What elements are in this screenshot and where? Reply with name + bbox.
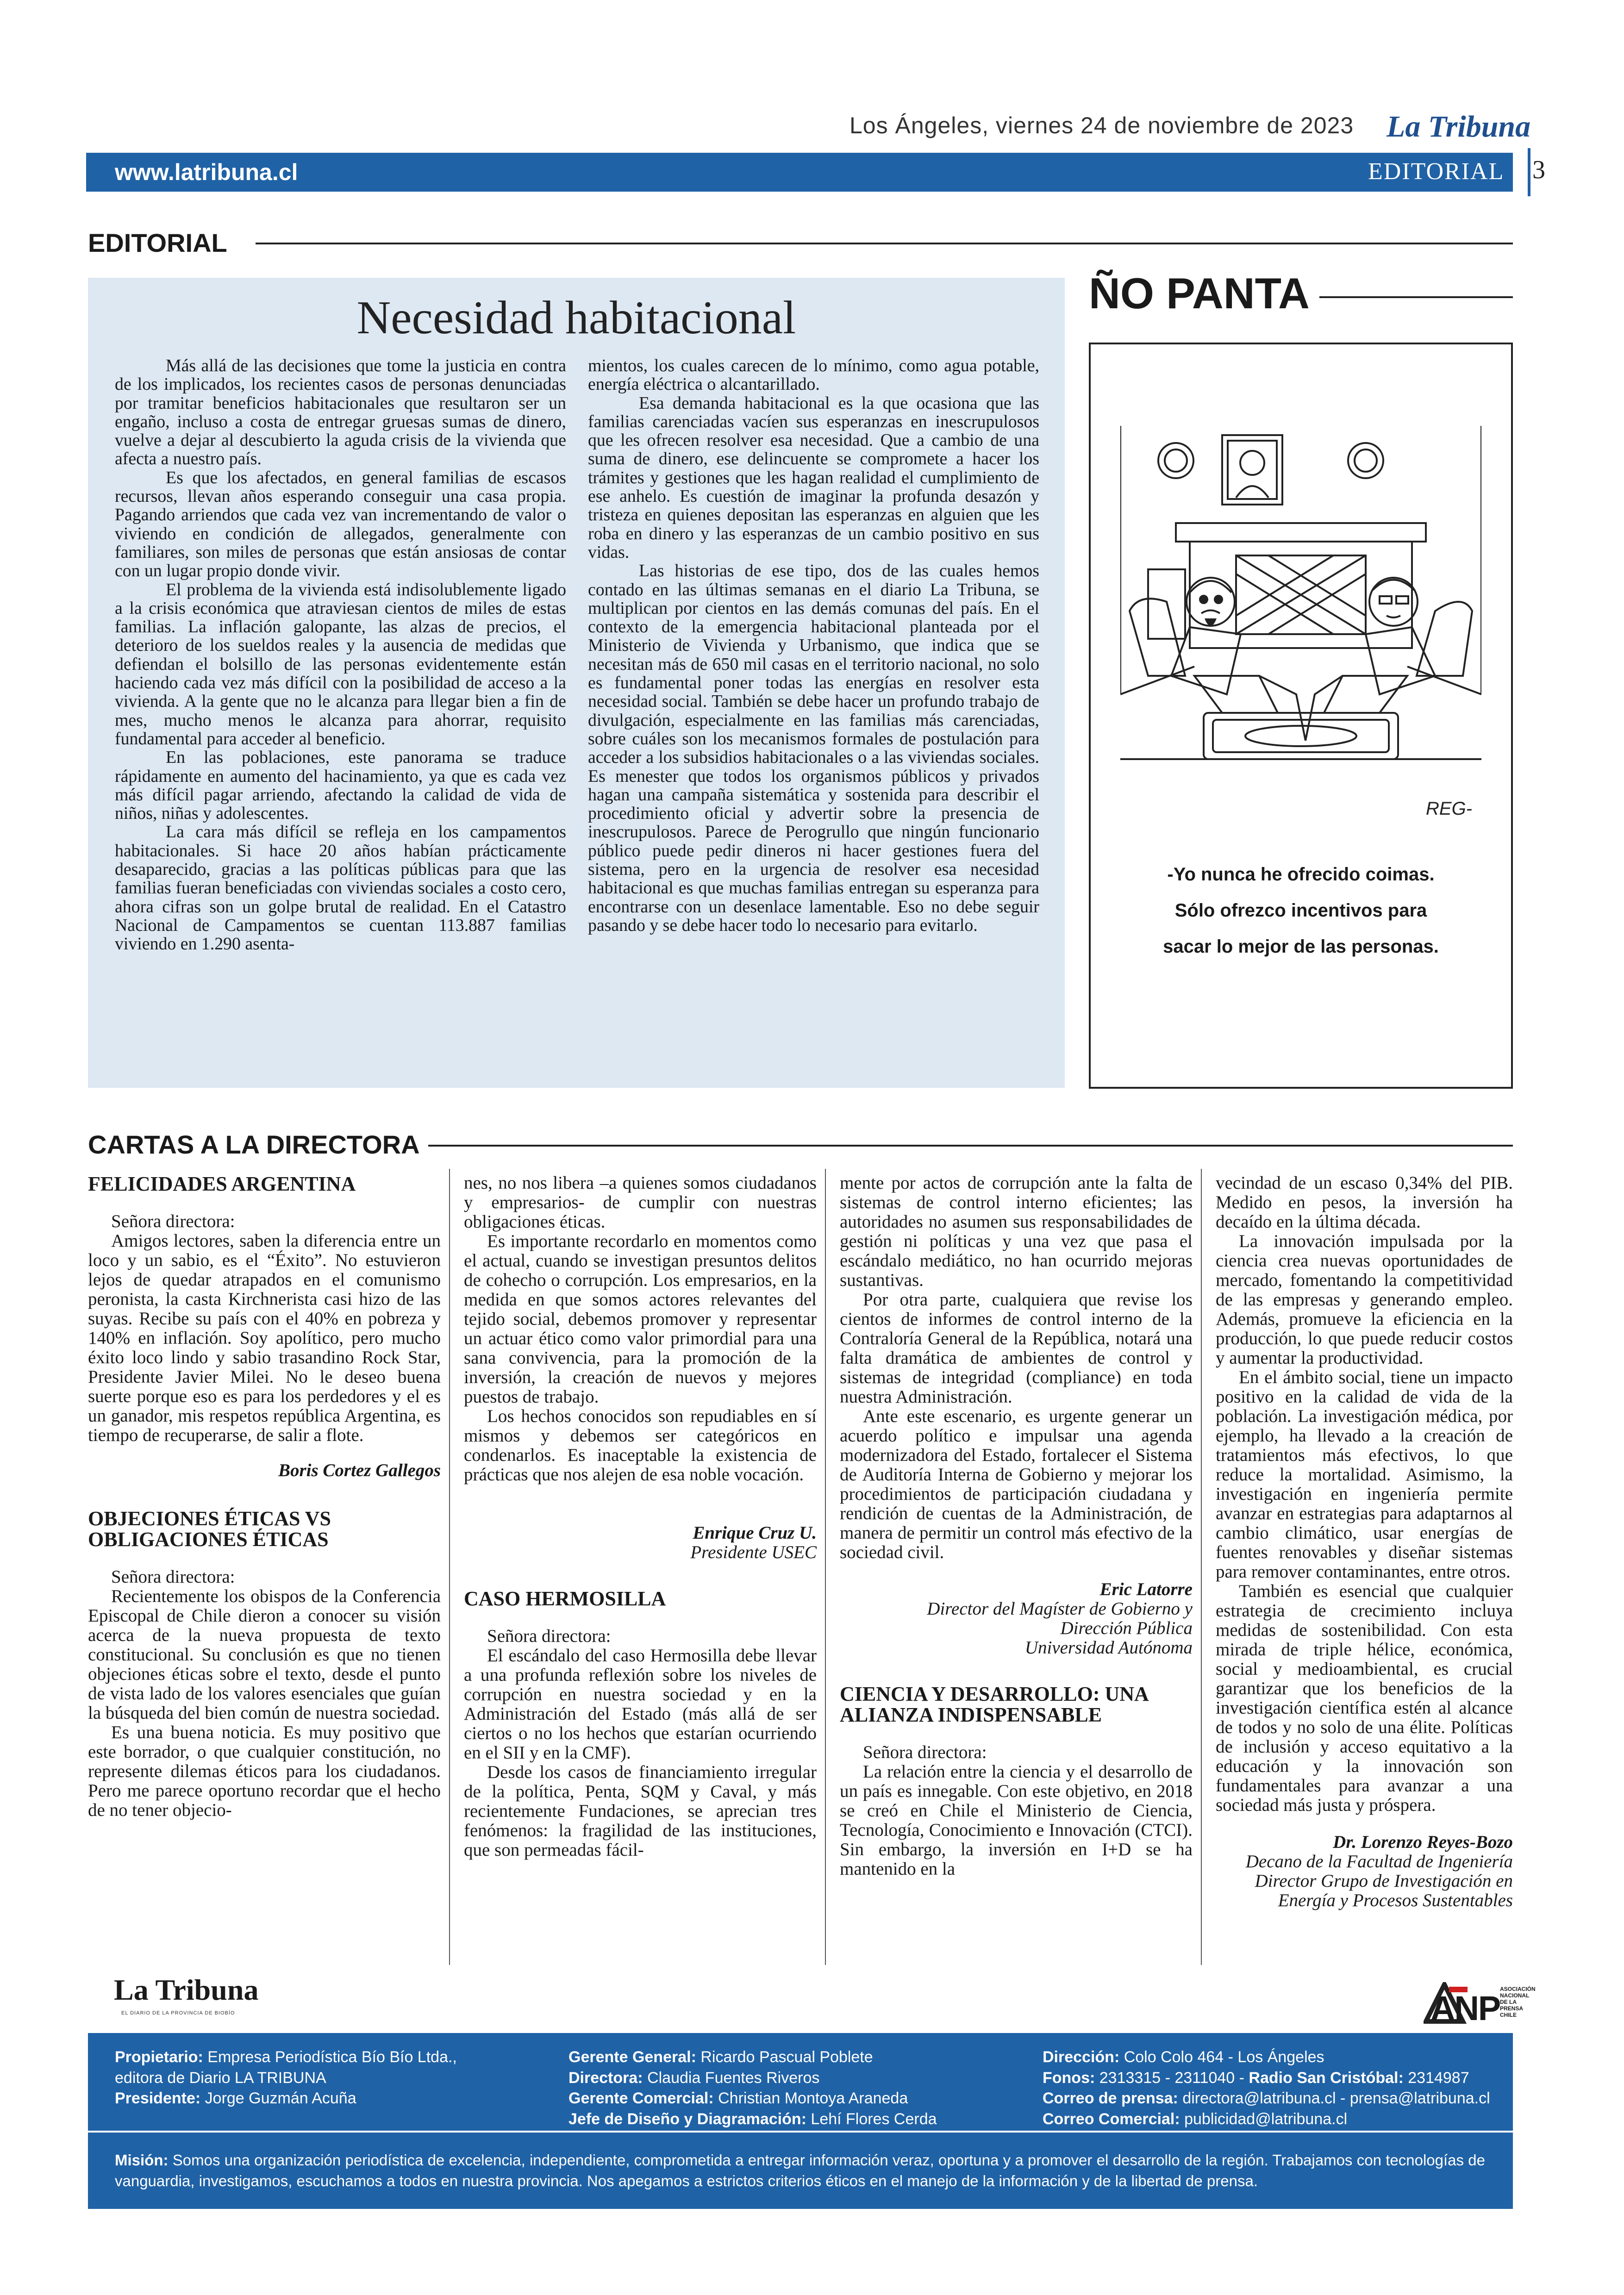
letter-salutation: Señora directora: [111,1211,235,1231]
header-separator [1528,148,1530,196]
editorial-paragraph: Esa demanda habitacional es la que ocasiona que las familias carenciadas vacíen sus esperanzas en inescrupulosos que les ofrecen resolver esa necesidad. Que a cambio de una suma de dinero, ese delincuente se compromete a hacer los trámites y gestiones que les hagan realidad el cumplimiento de ese anhelo. Es cuestión de imaginar la profunda desazón y tristeza en quienes depositan las esperanzas en alguien que les roba en dinero y las esperanzas de un cambio positivo en sus vidas. [588,393,1039,562]
letter-signature-role: Director Grupo de Investigación en [1255,1871,1513,1891]
footer-label: Correo de prensa: [1043,2089,1178,2107]
footer-value: 2314987 [1408,2069,1469,2087]
editorial-paragraph: En las poblaciones, este panorama se traduce rápidamente en aumento del hacinamiento, ya que es cada vez más difícil pagar arriendo, afectando la calidad de vida de niños, niñas y adolescentes. [115,748,566,823]
letter-paragraph: La relación entre la ciencia y el desarrollo de un país es innegable. Con este objetivo, en 2018 se creó en Chile el Ministerio de Ciencia, Tecnología, Conocimiento e Innovación (CTCI). Sin embargo, la inversión en I+D se ha mantenido en la [840,1762,1193,1879]
letter-title: OBJECIONES ÉTICAS VS OBLIGACIONES ÉTICAS [88,1507,331,1551]
footer-mission [115,2150,1485,2191]
footer-label: Fonos: [1043,2069,1095,2087]
editorial-column-2 [588,356,1039,935]
footer-value: Christian Montoya Araneda [718,2089,908,2107]
editorial-paragraph: mientos, los cuales carecen de lo mínimo, como agua potable, energía eléctrica o alcantarillado. [588,356,1039,394]
letter-title: CASO HERMOSILLA [464,1587,666,1610]
cartoon-section-rule [1319,296,1513,298]
footer-label: Jefe de Diseño y Diagramación: [568,2110,806,2128]
footer-credits-col3 [1043,2047,1490,2129]
letters-section-rule [428,1145,1513,1147]
footer-mission-text: Somos una organización periodística de excelencia, independiente, comprometida a entregar información veraz, oportuna y a promover el desarrollo de la región. Trabajamos con tecnologías de vanguardia, investigamos, escuchamos a todos en nuestra provincia. Nos apegamos a estrictos criterios éticos en el manejo de la información y de la libertad de prensa. [115,2152,1486,2189]
editorial-column-1 [115,356,566,954]
letter-title: FELICIDADES ARGENTINA [88,1172,356,1195]
page-number: 3 [1532,156,1545,184]
letters-column-3 [840,1173,1193,1879]
letter-salutation: Señora directora: [487,1626,611,1646]
cartoon-caption-line: sacar lo mejor de las personas. [1163,936,1439,957]
letter-paragraph: Es una buena noticia. Es muy positivo que este borrador, o que cualquier constitución, no represente dilemas éticos para los ciudadanos. Pero me parece oportuno recordar que el hecho de no tener objecio- [88,1722,441,1820]
letter-paragraph: El escándalo del caso Hermosilla debe llevar a una profunda reflexión sobre los niveles de corrupción en nuestra sociedad y en la Administración del Estado (más allá de ser ciertos o no los hechos que estarían ocurriendo en el SII y en la CMF). [464,1646,817,1763]
footer-value: Claudia Fuentes Riveros [647,2069,820,2087]
footer-value: Jorge Guzmán Acuña [205,2089,356,2107]
letter-paragraph: La innovación impulsada por la ciencia crea nuevas oportunidades de mercado, fomentando la competitividad de las empresas y generando empleo. Además, promueve la eficiencia en la producción, lo que puede reducir costos y aumentar la productividad. [1216,1231,1513,1368]
footer-value: Empresa Periodística Bío Bío Ltda., [207,2048,457,2066]
letter-signature: Dr. Lorenzo Reyes-Bozo [1333,1832,1513,1852]
letter-signature: Eric Latorre [1099,1579,1193,1599]
cartoon-illustration [1120,417,1481,842]
letter-signature-role: Dirección Pública [1060,1618,1193,1638]
footer-value: editora de Diario LA TRIBUNA [115,2069,326,2087]
footer-value: Lehí Flores Cerda [811,2110,937,2128]
letter-signature-role: Universidad Autónoma [1024,1638,1193,1658]
footer-value: Colo Colo 464 - Los Ángeles [1124,2048,1324,2066]
header-date: Los Ángeles, viernes 24 de noviembre de 2023 [849,112,1354,138]
letter-paragraph: mente por actos de corrupción ante la falta de sistemas de control interno eficientes; las autoridades no asumen sus responsabilidades de gestión ni políticas y una vez que pasa el escándalo mediático, no han ocurrido mejoras sustantivas. [840,1173,1193,1290]
footer-label: Radio San Cristóbal: [1249,2069,1404,2087]
letter-paragraph: Por otra parte, cualquiera que revise los cientos de informes de control interno de la Contraloría General de la República, notará una falta dramática de ambientes de control y sistemas de integridad (compliance) en toda nuestra Administración. [840,1290,1193,1407]
letter-paragraph: Amigos lectores, saben la diferencia entre un loco y un sabio, es el “Éxito”. No estuvieron lejos de quedar atrapados en el comunismo peronista, la casta Kirchnerista casi hizo de las suyas. Recibe su país con el 40% en pobreza y 140% en inflación. Soy apolítico, pero mucho éxito loco lindo y sabio trasandino Rock Star, Presidente Javier Milei. No le deseo buena suerte porque eso es para los perdedores y el es un ganador, mis respetos república Argentina, es tiempo de recuperarse, de salir a flote. [88,1231,441,1445]
footer-mission-label: Misión: [115,2152,169,2169]
letters-column-2 [464,1173,817,1860]
letter-signature-role: Presidente USEC [690,1542,817,1562]
cartoon-caption-line: Sólo ofrezco incentivos para [1174,900,1427,921]
editorial-paragraph: Más allá de las decisiones que tome la justicia en contra de los implicados, los recientes casos de personas denunciadas por tramitar beneficios habitacionales que resultaron ser un engaño, incluso a costa de entregar gruesas sumas de dinero, vuelve a dejar al descubierto la aguda crisis de la vivienda que afecta a nuestro país. [115,356,566,469]
footer-divider [88,2131,1513,2133]
editorial-paragraph: El problema de la vivienda está indisolublemente ligado a la crisis económica que atraviesan cientos de miles de estas familias. La inflación galopante, las alzas de precios, el deterioro de los sueldos reales y la ausencia de medidas que defiendan el bolsillo de las personas evidentemente están haciendo cada vez más difícil con la posibilidad de acceso a la vivienda. A la gente que no le alcanza para llegar bien a fin de mes, mucho menos le alcanza para ahorrar, requisito fundamental para acceder al beneficio. [115,580,566,748]
anp-logo-text: ANP [1430,1989,1500,2027]
letter-signature-role: Decano de la Facultad de Ingeniería [1245,1852,1513,1871]
letter-paragraph: Es importante recordarlo en momentos como el actual, cuando se investigan presuntos delitos de cohecho o corrupción. Los empresarios, en la medida en que somos actores relevantes del tejido social, debemos promover y representar un actuar ético como valor primordial para una sana convivencia, para la promoción de la inversión, la creación de nuevos y mejores puestos de trabajo. [464,1231,817,1407]
letter-title: CIENCIA Y DESARROLLO: UNA ALIANZA INDISPENSABLE [840,1683,1148,1726]
footer-label: Gerente Comercial: [568,2089,714,2107]
letter-paragraph: También es esencial que cualquier estrategia de crecimiento incluya medidas de sostenibilidad. Con esta mirada de triple hélice, económica, social y medioambiental, es crucial garantizar que los beneficios de la investigación científica estén al alcance de todos y no solo de una élite. Políticas de inclusión y acceso equitativo a la educación y la innovación son fundamentales para avanzar a una sociedad más justa y próspera. [1216,1581,1513,1815]
footer-label: Presidente: [115,2089,201,2107]
letter-paragraph: Desde los casos de financiamiento irregular de la política, Penta, SQM y Caval, y más recientemente Fundaciones, se aprecian tres fenómenos: la fragilidad de las instituciones, que son permeadas fácil- [464,1762,817,1860]
footer-logo: La Tribuna [114,1973,259,2006]
cartoon-section-label: ÑO PANTA [1089,269,1310,318]
footer-label: Propietario: [115,2048,203,2066]
letter-salutation: Señora directora: [111,1567,235,1587]
letter-paragraph: En el ámbito social, tiene un impacto positivo en la calidad de vida de la población. La investigación médica, por ejemplo, ha llevado a la creación de tratamientos más efectivos, lo que reduce la mortalidad. Asimismo, la investigación en ingeniería permite avanzar en estrategias para adaptarnos al cambio climático, usar energías de fuentes renovables y diseñar sistemas para remover contaminantes, entre otros. [1216,1367,1513,1582]
header-section: EDITORIAL [1368,158,1505,185]
letter-paragraph: Los hechos conocidos son repudiables en sí mismos y debemos ser categóricos en condenarlos. Es inaceptable la existencia de prácticas que nos alejen de esa noble vocación. [464,1406,817,1484]
letter-paragraph: vecindad de un escaso 0,34% del PIB. Medido en pesos, la inversión ha decaído en la última década. [1216,1173,1513,1232]
anp-logo-tagline: ASOCIACIÓN NACIONAL DE LA PRENSA CHILE [1500,1986,1536,2018]
letters-column-1 [88,1173,441,1820]
column-divider [825,1169,826,1965]
footer-credits-col2 [568,2047,937,2129]
letter-paragraph: Ante este escenario, es urgente generar un acuerdo político e impulsar una agenda modernizadora del Estado, fortalecer el Sistema de Auditoría Interna de Gobierno y mejorar los procedimientos de participación ciudadana y rendición de cuentas de la Administración, de manera de permitir un control más efectivo de la sociedad civil. [840,1406,1193,1562]
editorial-section-rule [256,243,1513,244]
letter-signature-role: Director del Magíster de Gobierno y [927,1599,1193,1619]
letter-salutation: Señora directora: [863,1742,987,1762]
letter-paragraph: Recientemente los obispos de la Conferencia Episcopal de Chile dieron a conocer su visión acerca de la nueva propuesta de texto constitucional. Su conclusión es que no tienen objeciones éticas sobre el texto, desde el punto de vista lado de los valores esenciales que guían la búsqueda del bien común de nuestra sociedad. [88,1586,441,1723]
header-url[interactable]: www.latribuna.cl [115,159,298,185]
letter-signature: Boris Cortez Gallegos [278,1460,441,1480]
cartoon-caption-line: -Yo nunca he ofrecido coimas. [1167,864,1435,885]
cartoon-signature: REG- [1426,798,1472,819]
editorial-paragraph: Es que los afectados, en general familias de escasos recursos, llevan años esperando conseguir una casa propia. Pagando arriendos que cada vez van incrementando de valor o viviendo en condición de allegados, generalmente con familiares, son miles de personas que están ansiosas de contar con un lugar propio donde vivir. [115,468,566,581]
letter-signature: Enrique Cruz U. [693,1523,817,1543]
cartoon-caption [1089,856,1513,965]
letters-column-4 [1216,1173,1513,1910]
footer-email-link[interactable]: publicidad@latribuna.cl [1184,2110,1348,2128]
column-divider [1201,1169,1202,1965]
editorial-section-label: EDITORIAL [88,228,227,257]
header-logo: La Tribuna [1387,110,1531,143]
footer-logo-tagline: EL DIARIO DE LA PROVINCIA DE BIOBÍO [121,2010,235,2016]
letter-paragraph: nes, no nos libera –a quienes somos ciudadanos y empresarios- de cumplir con nuestras obligaciones éticas. [464,1173,817,1232]
footer-value: 2313315 - 2311040 - [1099,2069,1244,2087]
header-bar [86,153,1513,192]
footer-label: Directora: [568,2069,643,2087]
editorial-title: Necesidad habitacional [356,292,796,344]
footer-value: Ricardo Pascual Poblete [700,2048,873,2066]
footer-label: Gerente General: [568,2048,696,2066]
footer-label: Dirección: [1043,2048,1120,2066]
editorial-paragraph: Las historias de ese tipo, dos de las cuales hemos contado en las últimas semanas en el diario La Tribuna, se multiplican por cientos en las demás comunas del país. En el contexto de la emergencia habitacional planteada por el Ministerio de Vivienda y Urbanismo, que indica que se necesitan más de 650 mil casas en el territorio nacional, no solo es fundamental poner todas las energías en resolver esta necesidad social. También se debe hacer un profundo trabajo de divulgación, especialmente en las familias más carenciadas, sobre cuáles son los mecanismos formales de postulación para acceder a los subsidios habitacionales o a las viviendas sociales. Es menester que todos los organismos públicos y privados hagan una campaña sistemática y sostenida para describir el procedimiento oficial y advertir sobre la presencia de inescrupulosos. Parece de Perogrullo que ningún funcionario público puede pedir dineros ni hacer gestiones fuera del sistema, pero en la urgencia de resolver esa necesidad habitacional es que muchas familias entregan su esperanza para encontrarse con un desenlace lamentable. Eso no debe seguir pasando y se debe hacer todo lo necesario para evitarlo. [588,561,1039,935]
editorial-paragraph: La cara más difícil se refleja en los campamentos habitacionales. Si hace 20 años habían prácticamente desaparecido, gracias a las políticas públicas para que las familias fueran beneficiadas con viviendas sociales a costo cero, ahora cifras son un golpe brutal de realidad. En el Catastro Nacional de Campamentos se cuentan 113.887 familias viviendo en 1.290 asenta- [115,822,566,954]
footer-credits-col1 [115,2047,457,2109]
letter-signature-role: Energía y Procesos Sustentables [1278,1890,1513,1910]
footer-label: Correo Comercial: [1043,2110,1180,2128]
footer-email-link[interactable]: directora@latribuna.cl - prensa@latribuna.cl [1182,2089,1490,2107]
column-divider [449,1169,450,1965]
letters-section-label: CARTAS A LA DIRECTORA [88,1130,420,1159]
